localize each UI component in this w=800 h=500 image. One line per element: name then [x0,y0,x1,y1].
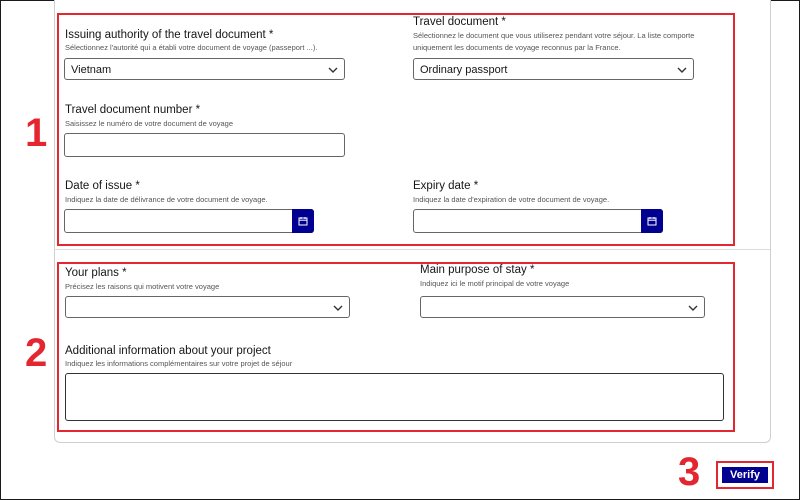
issuing-authority-value: Vietnam [71,64,112,76]
main-purpose-select[interactable] [420,296,705,318]
main-purpose-label: Main purpose of stay * [420,264,535,276]
expiry-date-label: Expiry date * [413,180,479,192]
document-number-input[interactable] [64,133,345,157]
travel-document-hint: Sélectionnez le document que vous utiliserez pendant votre séjour. La liste comporte uniquement les documents de voyage reconnus par la France. [413,31,695,52]
step-marker-1: 1 [25,111,48,155]
date-of-issue-calendar-button[interactable] [292,209,314,233]
date-of-issue-label: Date of issue * [65,180,140,192]
expiry-date-hint: Indiquez la date d'expiration de votre document de voyage. [413,195,610,204]
main-purpose-hint: Indiquez ici le motif principal de votre voyage [420,279,570,288]
travel-document-value: Ordinary passport [420,64,508,76]
chevron-down-icon [333,303,343,313]
your-plans-hint: Précisez les raisons qui motivent votre voyage [65,282,220,291]
step-marker-3: 3 [678,450,701,494]
additional-info-textarea[interactable] [65,373,724,421]
highlight-box-3 [716,461,774,489]
expiry-date-calendar-button[interactable] [641,209,663,233]
chevron-down-icon [677,65,687,75]
date-of-issue-input[interactable] [64,209,314,233]
document-number-label: Travel document number * [65,104,201,116]
verify-button[interactable]: Verify [722,467,768,483]
your-plans-select[interactable] [65,296,350,318]
chevron-down-icon [328,65,338,75]
date-of-issue-hint: Indiquez la date de délivrance de votre document de voyage. [65,195,268,204]
document-number-hint: Saisissez le numéro de votre document de voyage [65,119,234,128]
issuing-authority-select[interactable] [64,58,345,80]
travel-document-label: Travel document * [413,16,506,28]
travel-document-select[interactable] [413,58,694,80]
chevron-down-icon [688,303,698,313]
section-divider [54,249,770,250]
expiry-date-input[interactable] [413,209,663,233]
additional-info-label: Additional information about your project [65,345,271,357]
calendar-icon [647,216,657,226]
issuing-authority-hint: Sélectionnez l'autorité qui a établi votre document de voyage (passeport ...). [65,43,318,52]
additional-info-hint: Indiquez les informations complémentaires sur votre projet de séjour [65,359,293,368]
your-plans-label: Your plans * [65,267,127,279]
calendar-icon [298,216,308,226]
issuing-authority-label: Issuing authority of the travel document * [65,29,274,41]
step-marker-2: 2 [25,331,48,375]
